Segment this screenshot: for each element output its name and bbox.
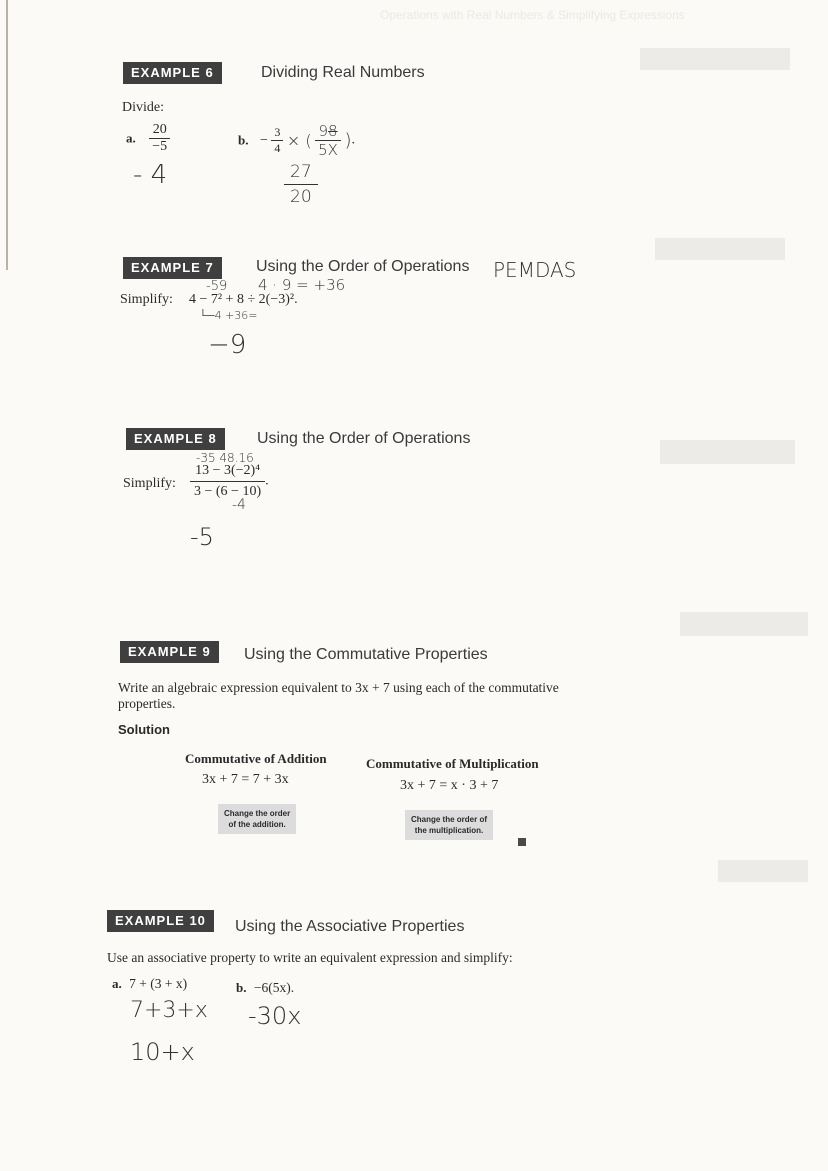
ex7-work-2: 4 · 9 = +36 xyxy=(258,276,346,294)
example-7-answer: −9 xyxy=(208,330,247,360)
handwritten-fraction-numerator xyxy=(315,122,341,141)
col2-callout-line-2: the multiplication. xyxy=(414,826,484,835)
ex10-answer-b: -30x xyxy=(248,1002,302,1030)
example-6-title: Dividing Real Numbers xyxy=(261,64,425,81)
example-7-simplify: Simplify: xyxy=(120,292,173,307)
ex7-work-3: └─4 +36= xyxy=(199,309,258,322)
col1-heading: Commutative of Addition xyxy=(185,751,327,766)
handwritten-pemdas: PEMDAS xyxy=(493,258,577,282)
col2-expression: 3x + 7 = x · 3 + 7 xyxy=(400,778,499,793)
answer-b-denominator: 20 xyxy=(290,187,312,207)
handwritten-times: × ( xyxy=(286,131,312,150)
part-b-negative: − xyxy=(259,132,268,148)
example-6-label: EXAMPLE 6 xyxy=(123,62,222,84)
example-8-answer: -5 xyxy=(190,523,214,551)
part-a-label: a. xyxy=(126,130,136,146)
part-b-label: b. xyxy=(238,132,249,148)
part-a-expression: 7 + (3 + x) xyxy=(129,976,188,991)
ex8-numerator: 13 − 3(−2)⁴ xyxy=(190,463,265,482)
part-a-label: a. xyxy=(112,976,122,991)
example-10-part-b xyxy=(236,980,294,996)
example-9-problem: Write an algebraic expression equivalent to 3x + 7 using each of the commutative properties. xyxy=(118,680,559,711)
ex8-work-den: -4 xyxy=(232,497,246,513)
col2-heading: Commutative of Multiplication xyxy=(366,756,539,771)
example-6-instruction: Divide: xyxy=(122,100,164,115)
handwritten-fraction xyxy=(315,122,341,159)
example-8-simplify: Simplify: xyxy=(123,476,176,491)
col1-callout-line-2: of the addition. xyxy=(228,820,286,829)
fraction-b xyxy=(271,125,283,156)
example-8-title: Using the Order of Operations xyxy=(257,430,471,447)
example-9-title: Using the Commutative Properties xyxy=(244,646,488,663)
fraction-a xyxy=(149,122,170,155)
handwritten-fraction-denominator: 5X xyxy=(318,141,338,159)
example-8-label: EXAMPLE 8 xyxy=(126,428,225,450)
fraction-a-numerator: 20 xyxy=(149,122,170,139)
col2-callout-line-1: Change the order of xyxy=(411,815,488,824)
bleed-through-block xyxy=(718,860,808,882)
ex10-answer-a-step2: 10+x xyxy=(130,1038,195,1066)
part-b-label: b. xyxy=(236,980,247,995)
example-9-label: EXAMPLE 9 xyxy=(120,641,219,663)
col1-callout xyxy=(218,804,296,834)
example-9-solution-heading: Solution xyxy=(118,722,170,737)
col1-expression: 3x + 7 = 7 + 3x xyxy=(202,772,289,787)
example-10-title: Using the Associative Properties xyxy=(235,918,465,935)
bleed-through-header: Operations with Real Numbers & Simplifying Expressions xyxy=(380,8,685,22)
ex8-work-top: -35 48.16 xyxy=(196,451,254,465)
fraction-b-numerator: 3 xyxy=(271,125,283,141)
fraction-b-denominator: 4 xyxy=(274,141,281,155)
binding-edge xyxy=(6,0,8,270)
example-7-title: Using the Order of Operations xyxy=(256,258,470,275)
bleed-through-block xyxy=(680,612,808,636)
answer-b-numerator: 27 xyxy=(284,162,318,185)
part-b-expression: −6(5x). xyxy=(253,980,295,995)
bleed-through-block xyxy=(660,440,795,464)
example-7-label: EXAMPLE 7 xyxy=(123,257,222,279)
col2-callout xyxy=(405,810,493,840)
ex10-answer-a-step1: 7+3+x xyxy=(130,998,208,1023)
end-of-proof-square-icon xyxy=(518,838,526,846)
col1-callout-line-1: Change the order xyxy=(224,809,291,818)
example-8-expression xyxy=(190,463,269,500)
handwritten-close: ) xyxy=(344,130,352,151)
example-10-label: EXAMPLE 10 xyxy=(107,910,214,932)
example-6-part-b xyxy=(238,122,355,159)
answer-b-fraction xyxy=(284,162,318,207)
example-6-answer-b xyxy=(284,162,318,207)
example-10-part-a xyxy=(112,976,187,992)
ex8-fraction xyxy=(190,463,265,500)
handwritten-nine: 9 xyxy=(318,122,329,140)
example-7-expression: 4 − 7² + 8 ÷ 2(−3)². xyxy=(189,292,298,307)
ex8-denominator: 3 − (6 − 10) xyxy=(194,484,262,499)
struck-eight: 8 xyxy=(328,122,338,140)
example-6-part-a xyxy=(126,122,170,155)
bleed-through-block xyxy=(655,238,785,260)
example-6-answer-a: - 4 xyxy=(133,160,168,190)
example-10-problem: Use an associative property to write an equivalent expression and simplify: xyxy=(107,950,513,965)
fraction-a-denominator: −5 xyxy=(152,139,168,154)
ex7-work-1: -59 xyxy=(206,279,228,294)
bleed-through-block xyxy=(640,48,790,70)
period: . xyxy=(265,473,269,489)
period: . xyxy=(351,132,355,148)
